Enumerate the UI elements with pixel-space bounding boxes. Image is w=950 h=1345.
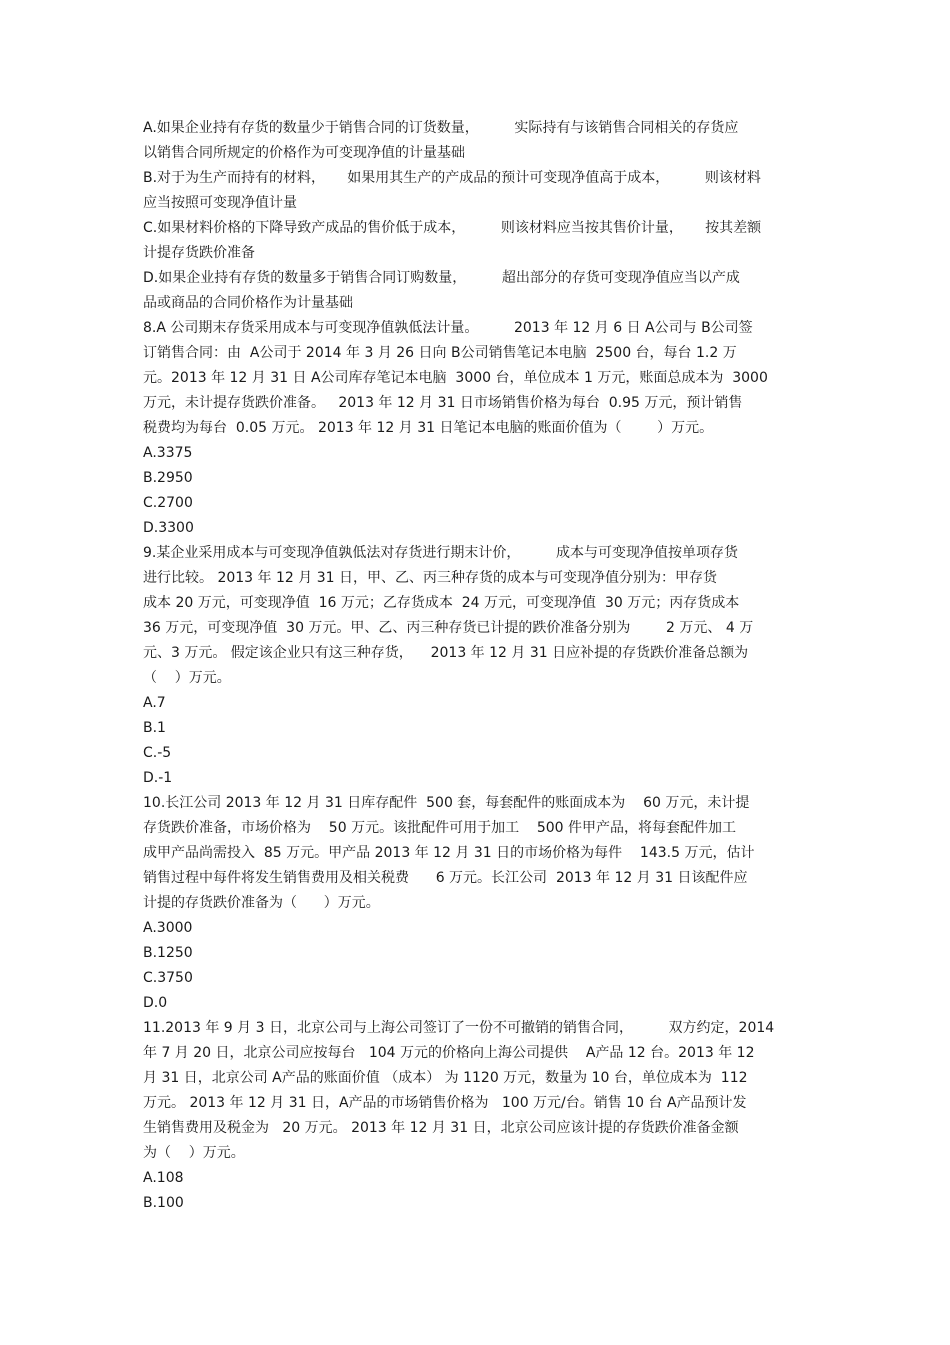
answer-option: D.0: [143, 995, 168, 1011]
question-11-line: 万元。 2013 年 12 月 31 日，A产品的市场销售价格为 100 万元/台。销售 10 台 A产品预计发: [143, 1095, 747, 1111]
question-11-line: 为（ ）万元。: [143, 1145, 245, 1161]
question-9-line: 成本 20 万元，可变现净值 16 万元；乙存货成本 24 万元，可变现净值 30 万元；丙存货成本: [143, 595, 740, 611]
answer-option: D.3300: [143, 520, 194, 536]
document-body: [143, 116, 811, 1216]
question-10-line: 销售过程中每件将发生销售费用及相关税费 6 万元。长江公司 2013 年 12 月 31 日该配件应: [143, 870, 748, 886]
question-11-line: 月 31 日，北京公司 A产品的账面价值 （成本） 为 1120 万元，数量为 10 台，单位成本为 112: [143, 1070, 748, 1086]
text-line: 计提存货跌价准备: [143, 245, 255, 261]
answer-option: C.2700: [143, 495, 193, 511]
answer-option: B.2950: [143, 470, 193, 486]
text-line: 以销售合同所规定的价格作为可变现净值的计量基础: [143, 145, 465, 161]
question-8-line: 8.A 公司期末存货采用成本与可变现净值孰低法计量。 2013 年 12 月 6 日 A公司与 B公司签: [143, 320, 753, 336]
text-line: C.如果材料价格的下降导致产成品的售价低于成本， 则该材料应当按其售价计量， 按其差额: [143, 220, 762, 236]
question-10-line: 计提的存货跌价准备为（ ）万元。: [143, 895, 380, 911]
answer-option: B.1: [143, 720, 166, 736]
question-9-line: （ ）万元。: [143, 670, 231, 686]
answer-option: D.-1: [143, 770, 173, 786]
answer-option: C.-5: [143, 745, 172, 761]
answer-option: A.108: [143, 1170, 184, 1186]
question-8-line: 税费均为每台 0.05 万元。 2013 年 12 月 31 日笔记本电脑的账面价值为（ ）万元。: [143, 420, 714, 436]
question-9-line: 36 万元，可变现净值 30 万元。甲、乙、丙三种存货已计提的跌价准备分别为 2 万元、 4 万: [143, 620, 754, 636]
answer-option: C.3750: [143, 970, 193, 986]
question-10-line: 存货跌价准备，市场价格为 50 万元。该批配件可用于加工 500 件甲产品，将每套配件加工: [143, 820, 737, 836]
question-11-line: 年 7 月 20 日，北京公司应按每台 104 万元的价格向上海公司提供 A产品 12 台。2013 年 12: [143, 1045, 755, 1061]
text-line: A.如果企业持有存货的数量少于销售合同的订货数量， 实际持有与该销售合同相关的存货应: [143, 120, 739, 136]
question-8-line: 万元，未计提存货跌价准备。 2013 年 12 月 31 日市场销售价格为每台 0.95 万元，预计销售: [143, 395, 743, 411]
answer-option: A.3375: [143, 445, 193, 461]
text-line: 应当按照可变现净值计量: [143, 195, 297, 211]
question-8-line: 订销售合同：由 A公司于 2014 年 3 月 26 日向 B公司销售笔记本电脑 2500 台，每台 1.2 万: [143, 345, 737, 361]
question-10-line: 10.长江公司 2013 年 12 月 31 日库存配件 500 套，每套配件的账面成本为 60 万元，未计提: [143, 795, 750, 811]
answer-option: A.3000: [143, 920, 193, 936]
answer-option: B.100: [143, 1195, 184, 1211]
text-line: B.对于为生产而持有的材料， 如果用其生产的产成品的预计可变现净值高于成本， 则该材料: [143, 170, 761, 186]
question-9-line: 元、3 万元。 假定该企业只有这三种存货， 2013 年 12 月 31 日应补提的存货跌价准备总额为: [143, 645, 749, 661]
question-11-line: 11.2013 年 9 月 3 日，北京公司与上海公司签订了一份不可撤销的销售合同， 双方约定，2014: [143, 1020, 775, 1036]
question-10-line: 成甲产品尚需投入 85 万元。甲产品 2013 年 12 月 31 日的市场价格为每件 143.5 万元，估计: [143, 845, 755, 861]
answer-option: A.7: [143, 695, 166, 711]
question-11-line: 生销售费用及税金为 20 万元。 2013 年 12 月 31 日，北京公司应该计提的存货跌价准备金额: [143, 1120, 739, 1136]
text-line: 品或商品的合同价格作为计量基础: [143, 295, 353, 311]
question-8-line: 元。2013 年 12 月 31 日 A公司库存笔记本电脑 3000 台，单位成本 1 万元，账面总成本为 3000: [143, 370, 768, 386]
answer-option: B.1250: [143, 945, 193, 961]
text-line: D.如果企业持有存货的数量多于销售合同订购数量， 超出部分的存货可变现净值应当以产成: [143, 270, 740, 286]
question-9-line: 9.某企业采用成本与可变现净值孰低法对存货进行期末计价， 成本与可变现净值按单项存货: [143, 545, 738, 561]
question-9-line: 进行比较。 2013 年 12 月 31 日，甲、乙、丙三种存货的成本与可变现净值分别为：甲存货: [143, 570, 717, 586]
